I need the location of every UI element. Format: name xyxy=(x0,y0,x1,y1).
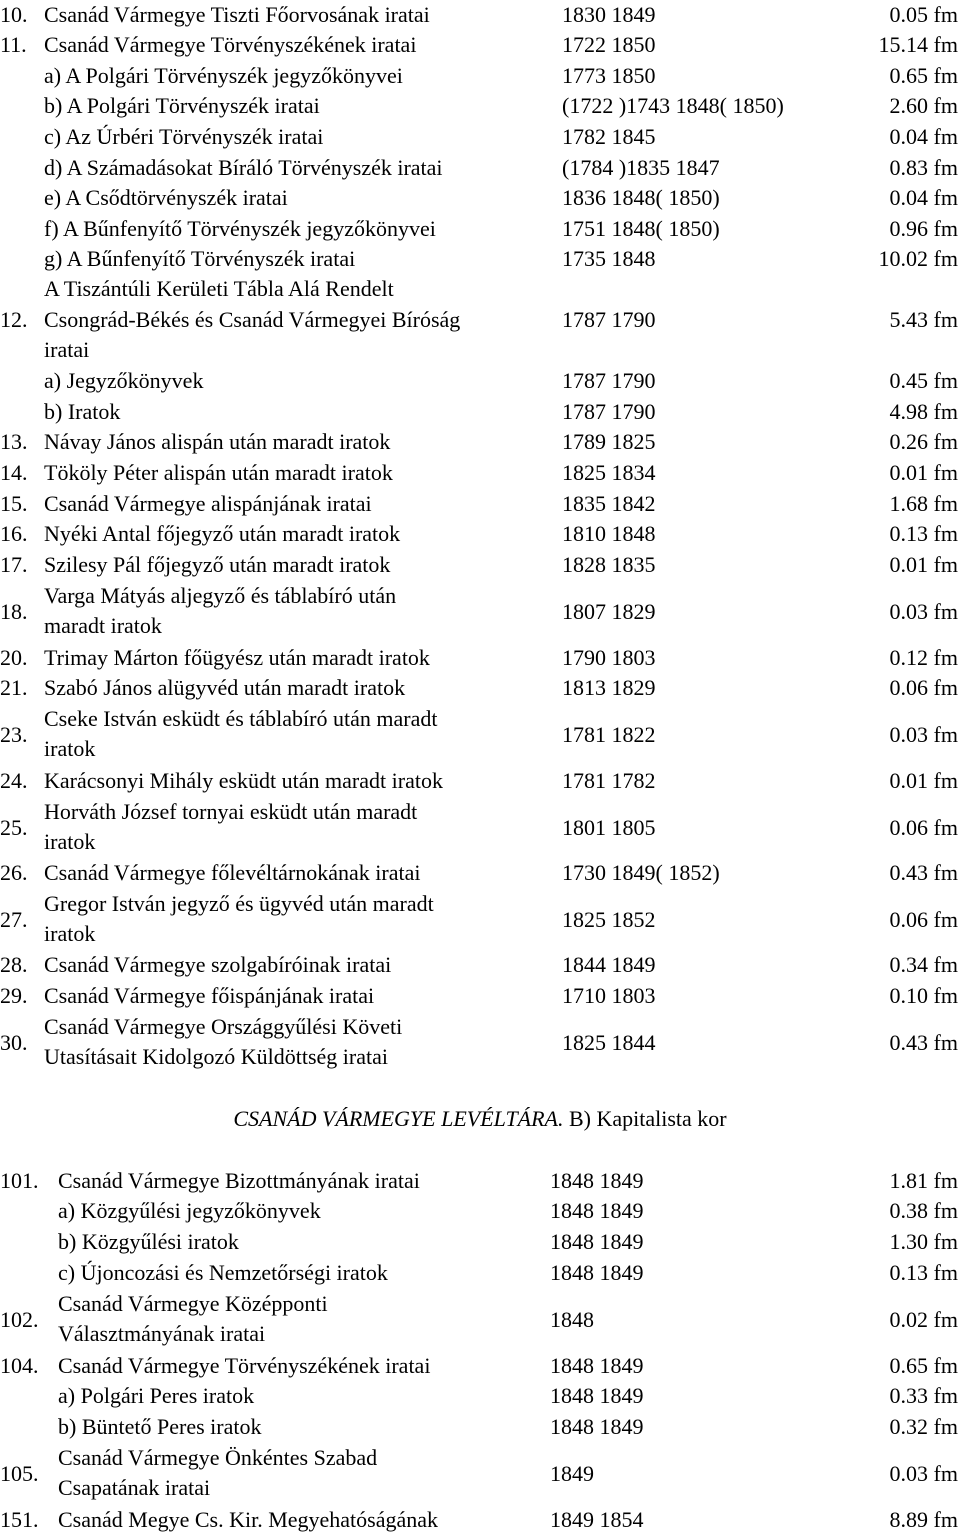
record-title: Csanád Vármegye főispánjának iratai xyxy=(44,983,375,1008)
table-row xyxy=(0,0,960,30)
record-title-line: Utasításait Kidolgozó Küldöttség iratai xyxy=(44,1044,388,1069)
table-row xyxy=(0,1381,960,1411)
table-row xyxy=(0,458,960,488)
record-title: Csanád Vármegye főlevéltárnokának iratai xyxy=(44,860,421,885)
table-row xyxy=(0,397,960,427)
record-title-line: iratok xyxy=(44,829,96,854)
record-dates: 1830 1849 xyxy=(562,2,656,27)
record-size: 0.10 fm xyxy=(889,983,958,1008)
table-row xyxy=(0,274,960,304)
record-title: a) A Polgári Törvényszék jegyzőkönyvei xyxy=(44,63,403,88)
record-size: 0.33 fm xyxy=(889,1383,958,1408)
record-number: 151. xyxy=(0,1507,39,1532)
table-row xyxy=(0,153,960,183)
record-dates: 1787 1790 xyxy=(562,307,656,332)
record-size: 0.38 fm xyxy=(889,1198,958,1223)
record-dates: 1810 1848 xyxy=(562,521,656,546)
record-title: Csanád Vármegye Bizottmányának iratai xyxy=(58,1168,420,1193)
record-number: 26. xyxy=(0,860,28,885)
record-title: a) Jegyzőkönyvek xyxy=(44,368,204,393)
table-row xyxy=(0,244,960,274)
record-dates: (1722 )1743 1848( 1850) xyxy=(562,93,784,118)
record-size: 0.13 fm xyxy=(889,1260,958,1285)
record-title-line: iratok xyxy=(44,921,96,946)
record-size: 0.02 fm xyxy=(889,1307,958,1332)
record-title: Karácsonyi Mihály esküdt után maradt iratok xyxy=(44,768,443,793)
record-size: 0.12 fm xyxy=(889,645,958,670)
record-size: 0.45 fm xyxy=(889,368,958,393)
record-number: 24. xyxy=(0,768,28,793)
record-number: 12. xyxy=(0,307,28,332)
record-size: 0.83 fm xyxy=(889,155,958,180)
table-row xyxy=(0,427,960,457)
record-title: Csanád Vármegye szolgabíróinak iratai xyxy=(44,952,392,977)
record-title: Csanád Vármegye Törvényszékének iratai xyxy=(58,1353,431,1378)
record-title xyxy=(44,704,437,764)
record-title-line: Varga Mátyás aljegyző és táblabíró után xyxy=(44,583,397,608)
record-title: Csanád Vármegye alispánjának iratai xyxy=(44,491,372,516)
record-number: 102. xyxy=(0,1307,39,1332)
table-row xyxy=(0,889,960,951)
record-dates: 1828 1835 xyxy=(562,552,656,577)
record-dates: 1773 1850 xyxy=(562,63,656,88)
table-row xyxy=(0,305,960,335)
record-dates: 1848 1849 xyxy=(550,1353,644,1378)
record-title: Csanád Megye Cs. Kir. Megyehatóságának xyxy=(58,1507,439,1532)
table-row xyxy=(0,61,960,91)
record-dates: 1751 1848( 1850) xyxy=(562,216,720,241)
heading-rest: B) Kapitalista kor xyxy=(563,1106,727,1131)
table-row xyxy=(0,214,960,244)
record-dates: (1784 )1835 1847 xyxy=(562,155,720,180)
record-size: 0.65 fm xyxy=(889,1353,958,1378)
record-size: 0.04 fm xyxy=(889,124,958,149)
record-number: 28. xyxy=(0,952,28,977)
record-dates: 1813 1829 xyxy=(562,675,656,700)
record-dates: 1781 1822 xyxy=(562,722,656,747)
record-size: 10.02 fm xyxy=(878,246,958,271)
record-title-line: Csanád Vármegye Középponti xyxy=(58,1291,328,1316)
record-size: 0.32 fm xyxy=(889,1414,958,1439)
section-heading xyxy=(0,1102,960,1136)
table-row xyxy=(0,673,960,703)
table-row xyxy=(0,643,960,673)
record-dates: 1848 xyxy=(550,1307,594,1332)
record-title-line: maradt iratok xyxy=(44,613,162,638)
table-row xyxy=(0,1505,960,1535)
record-size: 5.43 fm xyxy=(889,307,958,332)
record-title: f) A Bűnfenyítő Törvényszék jegyzőkönyvei xyxy=(44,216,436,241)
record-size: 0.13 fm xyxy=(889,521,958,546)
record-title: c) Újoncozási és Nemzetőrségi iratok xyxy=(58,1260,388,1285)
record-title: g) A Bűnfenyítő Törvényszék iratai xyxy=(44,246,356,271)
record-dates: 1781 1782 xyxy=(562,768,656,793)
record-dates: 1835 1842 xyxy=(562,491,656,516)
record-dates: 1848 1849 xyxy=(550,1168,644,1193)
record-title-line: Csanád Vármegye Önkéntes Szabad xyxy=(58,1445,378,1470)
table-row xyxy=(0,1166,960,1196)
record-dates: 1787 1790 xyxy=(562,399,656,424)
record-dates: 1730 1849( 1852) xyxy=(562,860,720,885)
record-title: Csanád Vármegye Törvényszékének iratai xyxy=(44,32,417,57)
record-size: 0.01 fm xyxy=(889,552,958,577)
record-size: 8.89 fm xyxy=(889,1507,958,1532)
record-dates: 1849 xyxy=(550,1461,594,1486)
record-size: 1.68 fm xyxy=(889,491,958,516)
record-title: Trimay Márton főügyész után maradt iratok xyxy=(44,645,430,670)
record-number: 14. xyxy=(0,460,28,485)
record-title: b) A Polgári Törvényszék iratai xyxy=(44,93,320,118)
record-size: 15.14 fm xyxy=(878,32,958,57)
table-row xyxy=(0,1012,960,1074)
record-title: e) A Csődtörvényszék iratai xyxy=(44,185,288,210)
record-size: 0.04 fm xyxy=(889,185,958,210)
record-title: Szilesy Pál főjegyző után maradt iratok xyxy=(44,552,391,577)
record-size: 0.43 fm xyxy=(889,860,958,885)
record-title: Csanád Vármegye Tiszti Főorvosának iratai xyxy=(44,2,430,27)
table-row xyxy=(0,858,960,888)
record-number: 23. xyxy=(0,722,28,747)
table-row xyxy=(0,950,960,980)
record-number: 11. xyxy=(0,32,27,57)
record-title: A Tiszántúli Kerületi Tábla Alá Rendelt xyxy=(44,276,394,301)
record-number: 18. xyxy=(0,599,28,624)
record-number: 21. xyxy=(0,675,28,700)
heading-italic: CSANÁD VÁRMEGYE LEVÉLTÁRA. xyxy=(233,1106,564,1131)
record-size: 0.06 fm xyxy=(889,907,958,932)
record-title-line: Cseke István esküdt és táblabíró után maradt xyxy=(44,706,438,731)
table-row xyxy=(0,489,960,519)
record-dates: 1710 1803 xyxy=(562,983,656,1008)
record-size: 0.43 fm xyxy=(889,1030,958,1055)
record-size: 4.98 fm xyxy=(889,399,958,424)
record-number: 27. xyxy=(0,907,28,932)
record-dates: 1735 1848 xyxy=(562,246,656,271)
table-row xyxy=(0,366,960,396)
record-dates: 1848 1849 xyxy=(550,1414,644,1439)
record-size: 0.05 fm xyxy=(889,2,958,27)
table-row xyxy=(0,1289,960,1351)
record-title: a) Közgyűlési jegyzőkönyvek xyxy=(58,1198,321,1223)
record-number: 15. xyxy=(0,491,28,516)
record-title xyxy=(58,1443,377,1503)
table-row xyxy=(0,1258,960,1288)
record-dates: 1825 1834 xyxy=(562,460,656,485)
record-title-line: Csapatának iratai xyxy=(58,1475,211,1500)
table-row xyxy=(0,183,960,213)
record-dates: 1844 1849 xyxy=(562,952,656,977)
record-number: 10. xyxy=(0,2,28,27)
record-title: iratai xyxy=(44,337,90,362)
record-title: Csongrád-Békés és Csanád Vármegyei Bíróság xyxy=(44,307,461,332)
record-dates: 1789 1825 xyxy=(562,429,656,454)
record-dates: 1782 1845 xyxy=(562,124,656,149)
record-title: d) A Számadásokat Bíráló Törvényszék iratai xyxy=(44,155,443,180)
table-row xyxy=(0,550,960,580)
table-row xyxy=(0,797,960,859)
table-row xyxy=(0,335,960,365)
table-row xyxy=(0,122,960,152)
record-number: 30. xyxy=(0,1030,28,1055)
record-dates: 1848 1849 xyxy=(550,1229,644,1254)
record-title: b) Közgyűlési iratok xyxy=(58,1229,239,1254)
table-row xyxy=(0,1443,960,1505)
record-title xyxy=(58,1289,328,1349)
record-number: 29. xyxy=(0,983,28,1008)
record-title: Tököly Péter alispán után maradt iratok xyxy=(44,460,393,485)
record-dates: 1825 1852 xyxy=(562,907,656,932)
record-title-line: Gregor István jegyző és ügyvéd után maradt xyxy=(44,891,434,916)
record-dates: 1790 1803 xyxy=(562,645,656,670)
record-title: b) Iratok xyxy=(44,399,121,424)
record-number: 16. xyxy=(0,521,28,546)
record-size: 0.34 fm xyxy=(889,952,958,977)
table-row xyxy=(0,30,960,60)
table-row xyxy=(0,91,960,121)
table-row xyxy=(0,1351,960,1381)
record-number: 105. xyxy=(0,1461,39,1486)
record-title: Návay János alispán után maradt iratok xyxy=(44,429,391,454)
record-number: 17. xyxy=(0,552,28,577)
table-row xyxy=(0,581,960,643)
record-size: 0.65 fm xyxy=(889,63,958,88)
record-number: 25. xyxy=(0,815,28,840)
record-dates: 1801 1805 xyxy=(562,815,656,840)
record-dates: 1722 1850 xyxy=(562,32,656,57)
record-size: 0.01 fm xyxy=(889,768,958,793)
record-size: 0.96 fm xyxy=(889,216,958,241)
record-size: 0.26 fm xyxy=(889,429,958,454)
record-number: 104. xyxy=(0,1353,39,1378)
record-title xyxy=(44,889,434,949)
record-size: 0.06 fm xyxy=(889,815,958,840)
record-dates: 1848 1849 xyxy=(550,1198,644,1223)
record-size: 1.30 fm xyxy=(889,1229,958,1254)
record-dates: 1807 1829 xyxy=(562,599,656,624)
record-title: Szabó János alügyvéd után maradt iratok xyxy=(44,675,406,700)
table-row xyxy=(0,981,960,1011)
record-dates: 1848 1849 xyxy=(550,1383,644,1408)
record-title-line: Választmányának iratai xyxy=(58,1321,266,1346)
record-size: 2.60 fm xyxy=(889,93,958,118)
record-number: 20. xyxy=(0,645,28,670)
table-row xyxy=(0,1196,960,1226)
record-title-line: iratok xyxy=(44,736,96,761)
table-row xyxy=(0,766,960,796)
record-dates: 1848 1849 xyxy=(550,1260,644,1285)
record-dates: 1836 1848( 1850) xyxy=(562,185,720,210)
record-size: 0.06 fm xyxy=(889,675,958,700)
record-number: 13. xyxy=(0,429,28,454)
record-size: 0.03 fm xyxy=(889,599,958,624)
record-title xyxy=(44,581,396,641)
record-dates: 1787 1790 xyxy=(562,368,656,393)
table-row xyxy=(0,519,960,549)
table-row xyxy=(0,704,960,766)
record-title: Nyéki Antal főjegyző után maradt iratok xyxy=(44,521,401,546)
record-title-line: Horváth József tornyai esküdt után maradt xyxy=(44,799,418,824)
record-dates: 1825 1844 xyxy=(562,1030,656,1055)
table-row xyxy=(0,1227,960,1257)
record-title xyxy=(44,1012,402,1072)
record-title-line: Csanád Vármegye Országgyűlési Követi xyxy=(44,1014,403,1039)
record-size: 0.03 fm xyxy=(889,722,958,747)
record-size: 0.03 fm xyxy=(889,1461,958,1486)
record-title: a) Polgári Peres iratok xyxy=(58,1383,255,1408)
record-title: c) Az Úrbéri Törvényszék iratai xyxy=(44,124,324,149)
record-number: 101. xyxy=(0,1168,39,1193)
record-size: 0.01 fm xyxy=(889,460,958,485)
record-size: 1.81 fm xyxy=(889,1168,958,1193)
table-row xyxy=(0,1412,960,1442)
record-dates: 1849 1854 xyxy=(550,1507,644,1532)
record-title: b) Büntető Peres iratok xyxy=(58,1414,262,1439)
record-title xyxy=(44,797,417,857)
